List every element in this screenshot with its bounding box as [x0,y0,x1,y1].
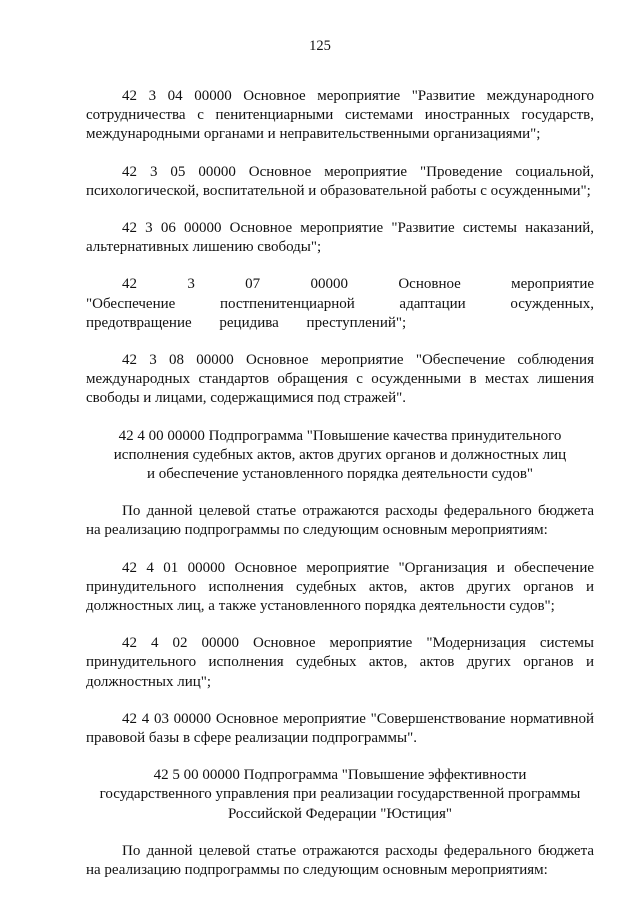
paragraph-42-3-06: 42 3 06 00000 Основное мероприятие "Развитие системы наказаний, альтернативных лишению свободы"; [86,220,594,256]
document-body [86,87,594,880]
heading-line: исполнения судебных актов, актов других органов и должностных лиц [113,446,567,463]
heading-line: 42 5 00 00000 Подпрограмма "Повышение эффективности [153,767,527,784]
subprogram-heading-42-4 [86,427,594,485]
paragraph-42-3-07: 42 3 07 00000 Основное мероприятие "Обеспечение постпенитенциарной адаптации осужденных, предотвращение рецидива преступлений"; [86,276,594,331]
heading-line: и обеспечение установленного порядка деятельности судов" [146,466,534,483]
heading-line: 42 4 00 00000 Подпрограмма "Повышение качества принудительного [118,427,562,444]
heading-line: Российской Федерации "Юстиция" [227,805,453,822]
subprogram-heading-42-5 [86,766,594,824]
paragraph-42-4-01: 42 4 01 00000 Основное мероприятие "Организация и обеспечение принудительного исполнения судебных актов, актов других органов и должностных лиц, а также установленного порядка деятельности судов"; [86,559,594,615]
page-number: 125 [309,38,331,54]
paragraph-42-3-08: 42 3 08 00000 Основное мероприятие "Обеспечение соблюдения международных стандартов обращения с осужденными в местах лишения свободы и лицами, содержащимися под стражей". [86,352,594,407]
paragraph-42-4-03: 42 4 03 00000 Основное мероприятие "Совершенствование нормативной правовой базы в сфере реализации подпрограммы". [86,710,594,747]
heading-line: государственного управления при реализации государственной программы [99,786,581,803]
paragraph-42-4-02: 42 4 02 00000 Основное мероприятие "Модернизация системы принудительного исполнения судебных актов, актов других органов и должностных лиц"; [86,635,594,690]
paragraph-42-3-04: 42 3 04 00000 Основное мероприятие "Развитие международного сотрудничества с пенитенциарными системами иностранных государств, международными органами и неправительственными организациями"; [86,88,594,143]
paragraph-intro-42-4: По данной целевой статье отражаются расходы федерального бюджета на реализацию подпрограммы по следующим основным мероприятиям: [86,503,594,539]
paragraph-42-3-05: 42 3 05 00000 Основное мероприятие "Проведение социальной, психологической, воспитательной и образовательной работы с осужденными"; [86,163,594,199]
paragraph-intro-42-5: По данной целевой статье отражаются расходы федерального бюджета на реализацию подпрограммы по следующим основным мероприятиям: [86,842,594,879]
